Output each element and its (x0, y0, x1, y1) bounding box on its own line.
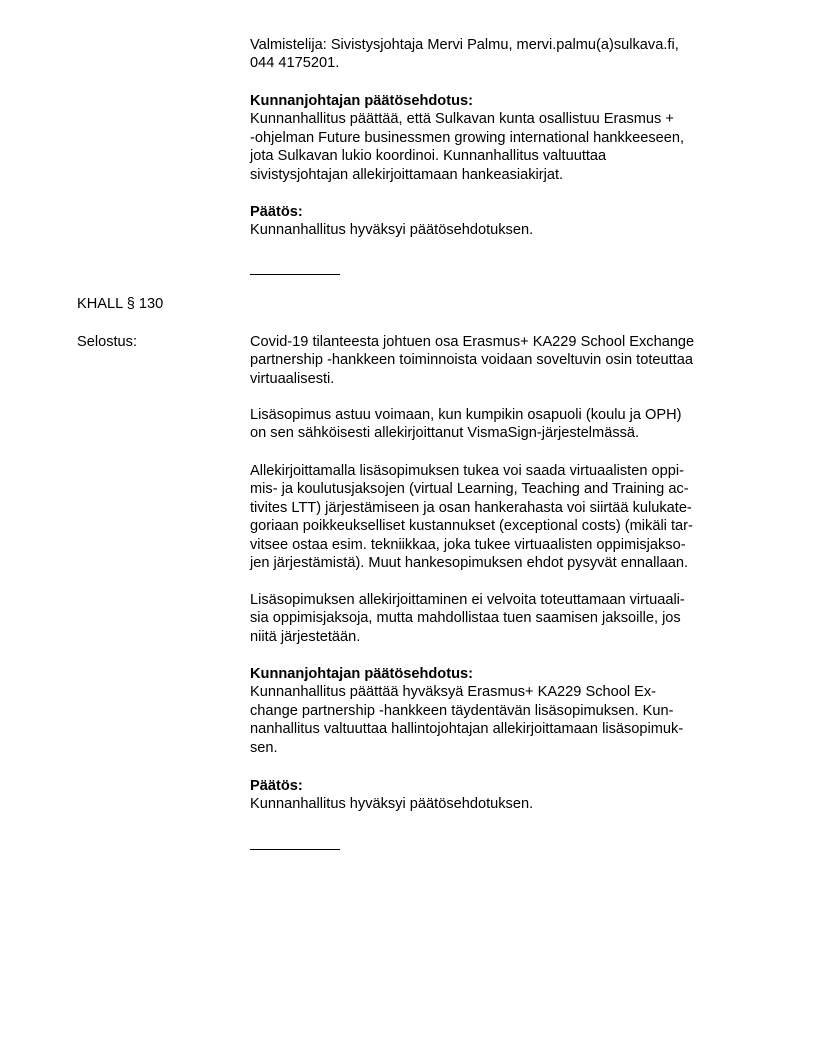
paragraph-line: sia oppimisjaksoja, mutta mahdollistaa tuen saamisen jaksoille, jos (250, 610, 681, 627)
proposal-heading: Kunnanjohtajan päätösehdotus: (250, 666, 473, 682)
paragraph-line: mis- ja koulutusjaksojen (virtual Learning, Teaching and Training ac- (250, 481, 689, 498)
decision-section-2 (250, 777, 750, 814)
paragraph-line: on sen sähköisesti allekirjoittanut VismaSign-järjestelmässä. (250, 425, 640, 442)
paragraph-line: Lisäsopimuksen allekirjoittaminen ei velvoita toteuttamaan virtuaali- (250, 592, 685, 608)
proposal-line: nanhallitus valtuuttaa hallintojohtajan allekirjoittamaan lisäsopimuk- (250, 721, 684, 738)
section-number: KHALL § 130 (77, 296, 164, 312)
description-paragraph-2 (250, 406, 750, 443)
paragraph-line: Allekirjoittamalla lisäsopimuksen tukea voi saada virtuaalisten oppi- (250, 463, 684, 479)
decision-section-1 (250, 203, 750, 240)
paragraph-line: Covid-19 tilanteesta johtuen osa Erasmus+ KA229 School Exchange (250, 334, 695, 350)
preparer-line-2: 044 4175201. (250, 55, 340, 72)
description-paragraph-3 (250, 462, 750, 572)
separator-line (250, 849, 340, 850)
decision-heading: Päätös: (250, 778, 303, 794)
paragraph-line: virtuaalisesti. (250, 370, 335, 387)
decision-heading: Päätös: (250, 204, 303, 220)
decision-text: Kunnanhallitus hyväksyi päätösehdotuksen. (250, 796, 534, 813)
preparer-line-1: Valmistelija: Sivistysjohtaja Mervi Palmu, mervi.palmu(a)sulkava.fi, (250, 37, 679, 53)
proposal-section-2 (250, 665, 750, 757)
paragraph-line: goriaan poikkeukselliset kustannukset (exceptional costs) (mikäli tar- (250, 518, 693, 535)
paragraph-line: niitä järjestetään. (250, 628, 361, 645)
paragraph-line: tivites LTT) järjestämiseen ja osan hankerahasta voi siirtää kulukate- (250, 499, 692, 516)
proposal-line: jota Sulkavan lukio koordinoi. Kunnanhallitus valtuuttaa (250, 148, 607, 165)
paragraph-line: Lisäsopimus astuu voimaan, kun kumpikin osapuoli (koulu ja OPH) (250, 407, 682, 423)
description-label: Selostus: (77, 334, 138, 350)
paragraph-line: partnership -hankkeen toiminnoista voidaan soveltuvin osin toteuttaa (250, 352, 693, 369)
paragraph-line: vitsee ostaa esim. tekniikkaa, joka tukee virtuaalisten oppimisjakso- (250, 536, 686, 553)
proposal-line: -ohjelman Future businessmen growing international hankkeeseen, (250, 129, 685, 146)
proposal-line: sivistysjohtajan allekirjoittamaan hankeasiakirjat. (250, 166, 564, 183)
proposal-line: Kunnanhallitus päättää, että Sulkavan kunta osallistuu Erasmus + (250, 111, 674, 128)
proposal-heading: Kunnanjohtajan päätösehdotus: (250, 93, 473, 109)
paragraph-line: jen järjestämistä). Muut hankesopimuksen ehdot pysyvät ennallaan. (250, 555, 689, 572)
separator-line (250, 274, 340, 275)
proposal-section-1 (250, 92, 750, 184)
proposal-line: sen. (250, 739, 278, 756)
proposal-line: change partnership -hankkeen täydentävän lisäsopimuksen. Kun- (250, 702, 674, 719)
preparer-info (250, 36, 750, 73)
description-paragraph-1 (250, 333, 750, 388)
description-paragraph-4 (250, 591, 750, 646)
proposal-line: Kunnanhallitus päättää hyväksyä Erasmus+ KA229 School Ex- (250, 684, 657, 701)
decision-text: Kunnanhallitus hyväksyi päätösehdotuksen. (250, 222, 534, 239)
